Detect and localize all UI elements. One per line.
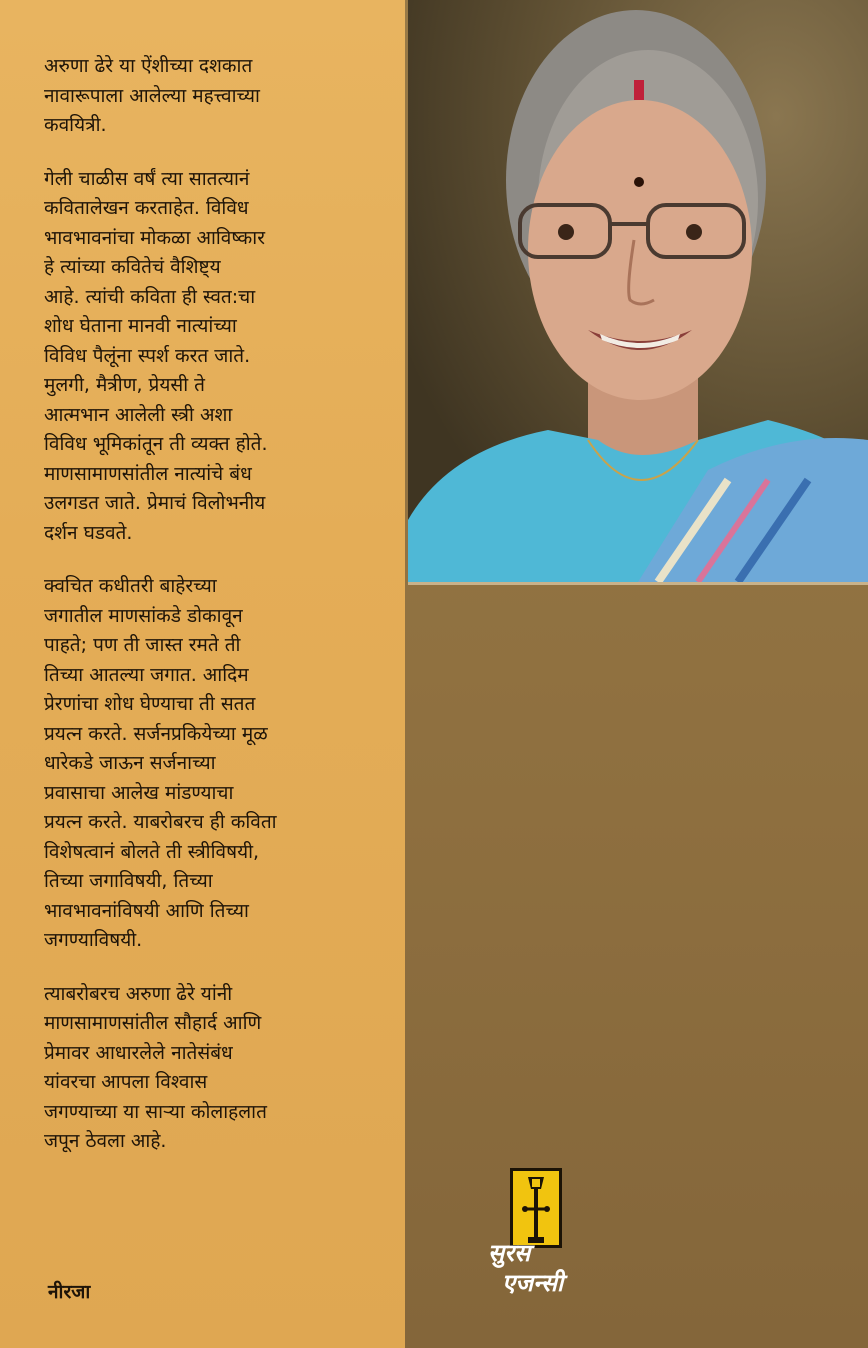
lamp-post-icon: [510, 1168, 562, 1248]
publisher-logo: [488, 1168, 588, 1308]
blurb-text: [44, 52, 389, 1181]
publisher-name: [488, 1238, 588, 1298]
author-photo: [408, 0, 868, 585]
blurb-paragraph-4: त्याबरोबरच अरुणा ढेरे यांनी माणसामाणसांतील सौहार्द आणि प्रेमावर आधारलेले नातेसंबंध यांवरचा आपला विश्वास जगण्याच्या या साऱ्या कोलाहलात जपून ठेवला आहे.: [44, 982, 267, 1152]
blurb-paragraph-1: अरुणा ढेरे या ऐंशीच्या दशकात नावारूपाला आलेल्या महत्त्वाच्या कवयित्री.: [44, 55, 260, 136]
publisher-name-line2: एजन्सी: [502, 1269, 564, 1297]
publisher-name-line1: सुरस: [488, 1239, 531, 1267]
blurb-paragraph-2: गेली चाळीस वर्षं त्या सातत्यानं कवितालेखन करताहेत. विविध भावभावनांचा मोकळा आविष्कार हे त्यांच्या कवितेचं वैशिष्ट्य आहे. त्यांची कविता ही स्वत:चा शोध घेताना मानवी नात्यांच्या विविध पैलूंना स्पर्श करत जाते. मुलगी, मैत्रीण, प्रेयसी ते आत्मभान आलेली स्त्री अशा विविध भूमिकांतून ती व्यक्त होते. माणसामाणसांतील नात्यांचे बंध उलगडत जाते. प्रेमाचं विलोभनीय दर्शन घडवते.: [44, 167, 268, 544]
blurb-paragraph-3: क्वचित कधीतरी बाहेरच्या जगातील माणसांकडे डोकावून पाहते; पण ती जास्त रमते ती तिच्या आतल्या जगात. आदिम प्रेरणांचा शोध घेण्याचा ती सतत प्रयत्न करते. सर्जनप्रकियेच्या मूळ धारेकडे जाऊन सर्जनाच्या प्रवासाचा आलेख मांडण्याचा प्रयत्न करते. याबरोबरच ही कविता विशेषत्वानं बोलते ती स्त्रीविषयी, तिच्या जगाविषयी, तिच्या भावभावनांविषयी आणि तिच्या जगण्याविषयी.: [44, 575, 277, 951]
blurb-signature: नीरजा: [48, 1281, 91, 1303]
blurb-panel: [0, 0, 405, 1348]
